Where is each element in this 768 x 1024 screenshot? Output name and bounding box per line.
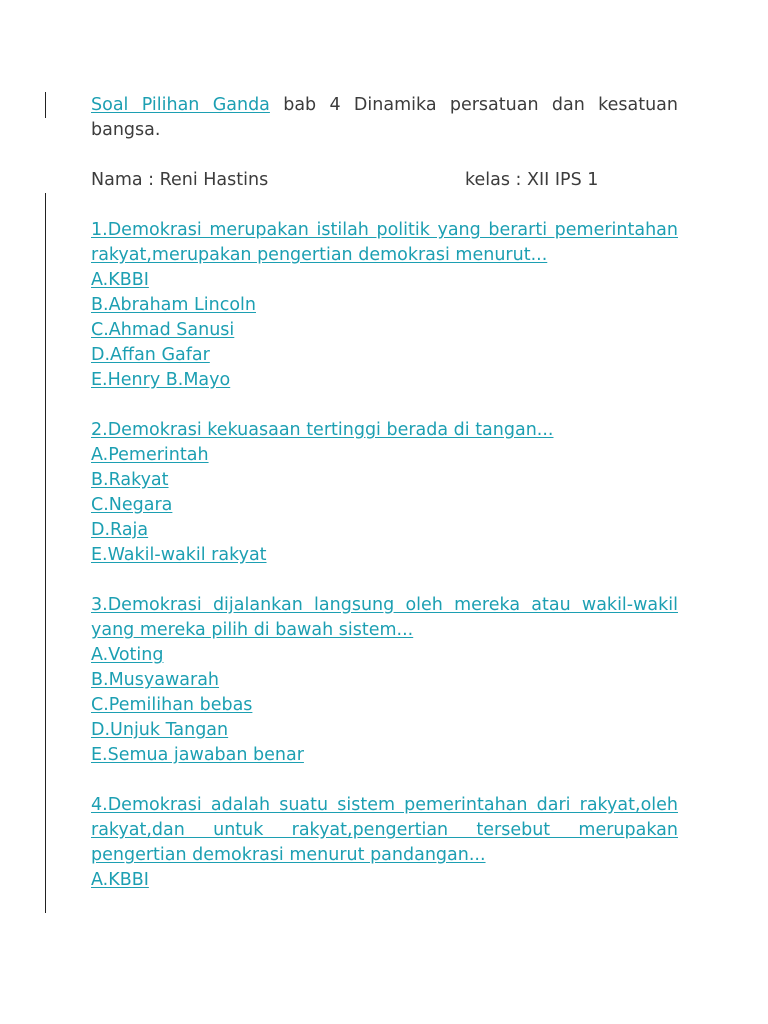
option-e[interactable]: E.Semua jawaban benar (91, 745, 304, 765)
question-text[interactable]: 4.Demokrasi adalah suatu sistem pemerintahan dari rakyat,oleh rakyat,dan untuk rakyat,pengertian tersebut merupakan pengertian demokrasi menurut pandangan... (91, 795, 678, 865)
spacer (91, 568, 678, 593)
student-info (91, 168, 678, 193)
option-a[interactable]: A.KBBI (91, 270, 149, 290)
question-text[interactable]: 1.Demokrasi merupakan istilah politik yang berarti pemerintahan rakyat,merupakan pengertian demokrasi menurut... (91, 220, 678, 265)
question-3 (91, 593, 678, 768)
option-e[interactable]: E.Wakil-wakil rakyat (91, 545, 267, 565)
option-d[interactable]: D.Affan Gafar (91, 345, 210, 365)
spacer (91, 768, 678, 793)
margin-mark-top (45, 92, 46, 118)
document-title (91, 93, 678, 143)
option-d[interactable]: D.Unjuk Tangan (91, 720, 229, 740)
margin-mark-main (45, 193, 46, 913)
question-4 (91, 793, 678, 893)
option-c[interactable]: C.Pemilihan bebas (91, 695, 253, 715)
option-c[interactable]: C.Ahmad Sanusi (91, 320, 235, 340)
option-a[interactable]: A.KBBI (91, 870, 149, 890)
question-2 (91, 418, 678, 568)
spacer (91, 143, 678, 168)
option-b[interactable]: B.Rakyat (91, 470, 169, 490)
option-c[interactable]: C.Negara (91, 495, 173, 515)
spacer (91, 393, 678, 418)
option-d[interactable]: D.Raja (91, 520, 149, 540)
option-a[interactable]: A.Voting (91, 645, 164, 665)
option-e[interactable]: E.Henry B.Mayo (91, 370, 231, 390)
question-text[interactable]: 2.Demokrasi kekuasaan tertinggi berada di tangan... (91, 420, 554, 440)
student-class: kelas : XII IPS 1 (465, 170, 599, 190)
option-a[interactable]: A.Pemerintah (91, 445, 209, 465)
document-content (91, 93, 678, 893)
question-1 (91, 218, 678, 393)
title-text: bab 4 Dinamika persatuan dan kesatuan bangsa. (91, 95, 678, 140)
spacer (91, 193, 678, 218)
option-b[interactable]: B.Musyawarah (91, 670, 220, 690)
student-name: Nama : Reni Hastins (91, 170, 269, 190)
question-text[interactable]: 3.Demokrasi dijalankan langsung oleh mereka atau wakil-wakil yang mereka pilih di bawah sistem... (91, 595, 678, 640)
title-link[interactable]: Soal Pilihan Ganda (91, 95, 270, 115)
option-b[interactable]: B.Abraham Lincoln (91, 295, 256, 315)
